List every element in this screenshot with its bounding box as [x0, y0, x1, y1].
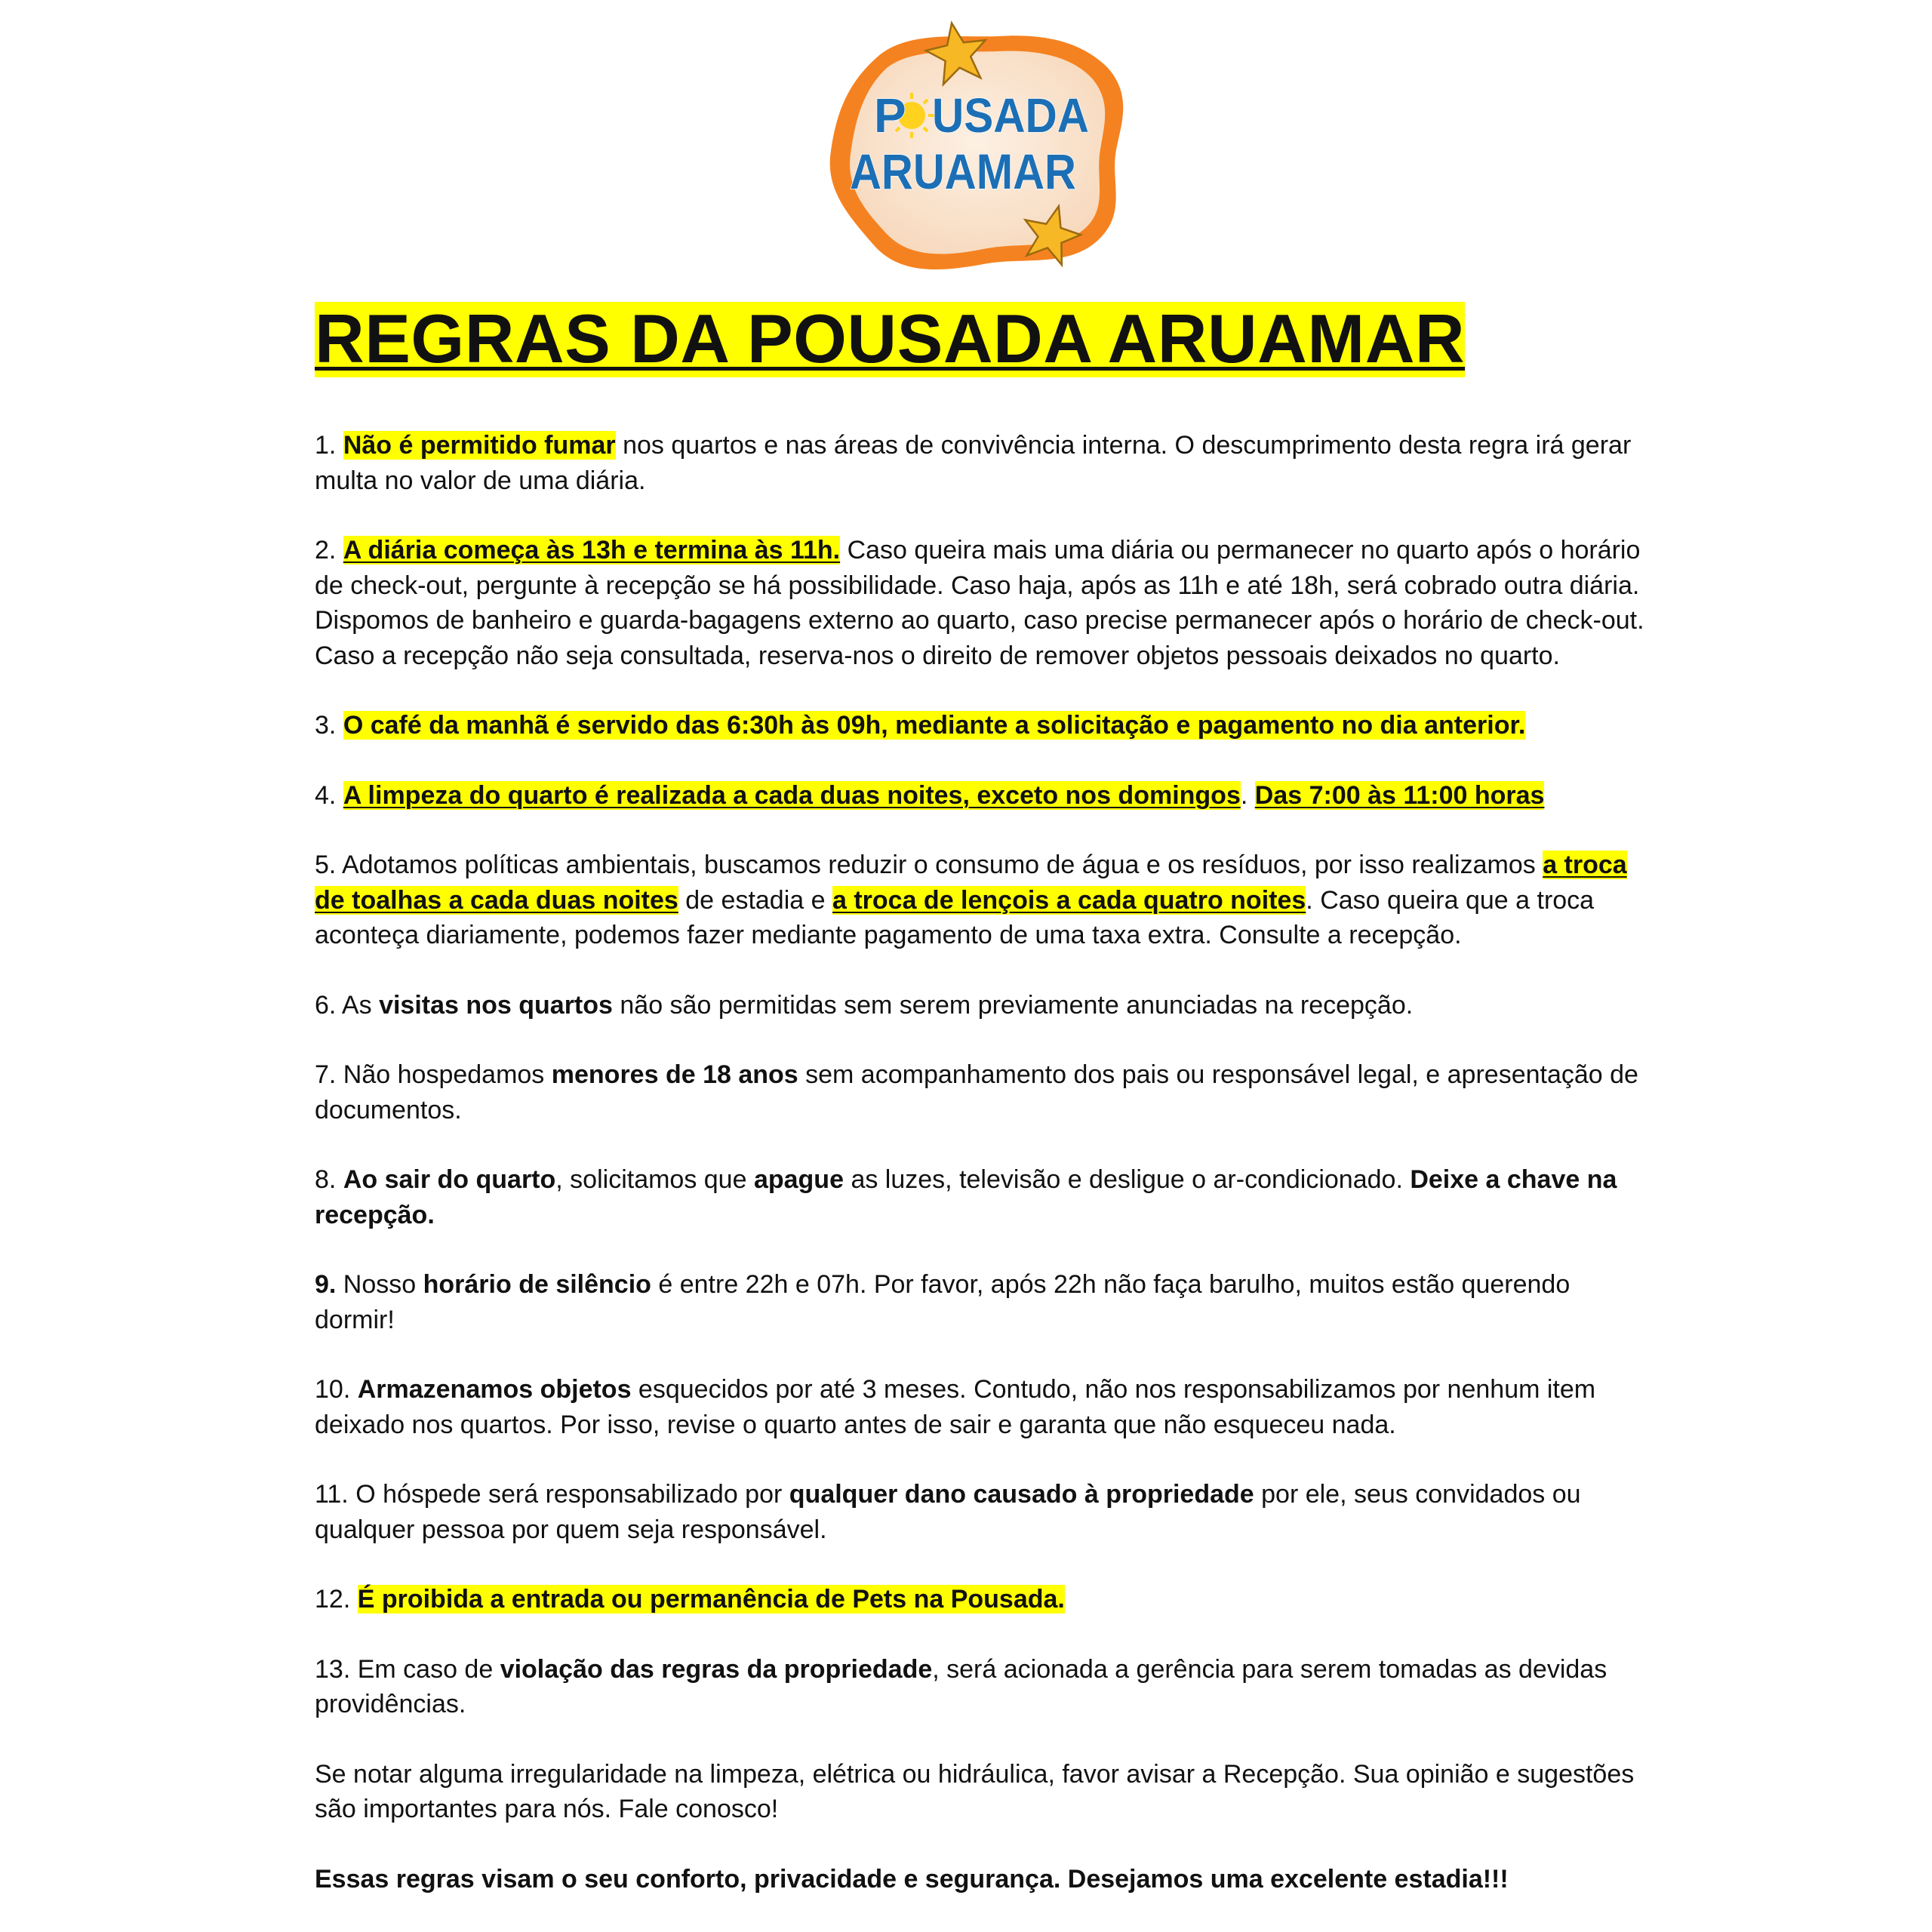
rule-9: 9. Nosso horário de silêncio é entre 22h e 07h. Por favor, após 22h não faça barulho, muitos estão querendo dormir! — [315, 1270, 1571, 1334]
rule-12: 12. É proibida a entrada ou permanência de Pets na Pousada. — [315, 1585, 1065, 1614]
rule-11: 11. O hóspede será responsabilizado por qualquer dano causado à propriedade por ele, seus convidados ou qualquer pessoa por quem seja responsável. — [315, 1480, 1581, 1544]
rule-6: 6. As visitas nos quartos não são permitidas sem serem previamente anunciadas na recepção. — [315, 990, 1414, 1020]
rule-4: 4. A limpeza do quarto é realizada a cada duas noites, exceto nos domingos. Das 7:00 às 11:00 horas — [315, 780, 1545, 810]
rule-13: 13. Em caso de violação das regras da propriedade, será acionada a gerência para serem tomadas as devidas providências. — [315, 1654, 1607, 1718]
closing-message: Essas regras visam o seu conforto, privacidade e segurança. Desejamos uma excelente estadia!!! — [315, 1864, 1509, 1894]
rules-list — [315, 428, 1649, 1931]
rule-highlight: a troca de lençois a cada quatro noites — [832, 885, 1306, 915]
rule-highlight: Das 7:00 às 11:00 horas — [1254, 780, 1545, 810]
logo-text-line1-p: P — [874, 88, 906, 143]
rule-highlight: O café da manhã é servido das 6:30h às 09h, mediante a solicitação e pagamento no dia anterior. — [343, 711, 1526, 740]
feedback-note: Se notar alguma irregularidade na limpeza, elétrica ou hidráulica, favor avisar a Recepção. Sua opinião e sugestões são importantes para nós. Fale conosco! — [315, 1759, 1635, 1823]
rule-highlight: a troca de toalhas a cada duas noites — [315, 851, 1627, 915]
rule-7: 7. Não hospedamos menores de 18 anos sem acompanhamento dos pais ou responsável legal, e apresentação de documentos. — [315, 1060, 1638, 1124]
rule-highlight: A limpeza do quarto é realizada a cada duas noites, exceto nos domingos — [343, 780, 1241, 810]
rule-2: 2. A diária começa às 13h e termina às 11h. Caso queira mais uma diária ou permanecer no quarto após o horário de check-out, pergunte à recepção se há possibilidade. Caso haja, após as 11h e até 18h, será cobrado outra diária. Dispomos de banheiro e guarda-bagagens externo ao quarto, caso precise permanecer após o horário de check-out. Caso a recepção não seja consultada, reserva-nos o direito de remover objetos pessoais deixados no quarto. — [315, 536, 1644, 670]
rule-highlight: É proibida a entrada ou permanência de Pets na Pousada. — [357, 1585, 1065, 1614]
rule-5: 5. Adotamos políticas ambientais, buscamos reduzir o consumo de água e os resíduos, por isso realizamos a troca de toalhas a cada duas noites de estadia e a troca de lençois a cada quatro noites. Caso queira que a troca aconteça diariamente, podemos fazer mediante pagamento de uma taxa extra. Consulte a recepção. — [315, 851, 1627, 949]
pousada-aruamar-logo — [817, 15, 1138, 279]
rule-1: 1. Não é permitido fumar nos quartos e nas áreas de convivência interna. O descumprimento desta regra irá gerar multa no valor de uma diária. — [315, 431, 1632, 495]
rule-3: 3. O café da manhã é servido das 6:30h às 09h, mediante a solicitação e pagamento no dia anterior. — [315, 711, 1526, 740]
rule-highlight: Não é permitido fumar — [343, 431, 616, 460]
rule-8: 8. Ao sair do quarto, solicitamos que apague as luzes, televisão e desligue o ar-condicionado. Deixe a chave na recepção. — [315, 1165, 1617, 1229]
page-title: REGRAS DA POUSADA ARUAMAR — [315, 301, 1466, 377]
logo-text-line2: ARUAMAR — [850, 143, 1076, 199]
logo-text-line1: USADA — [932, 88, 1089, 143]
rule-10: 10. Armazenamos objetos esquecidos por até 3 meses. Contudo, não nos responsabilizamos por nenhum item deixado nos quartos. Por isso, revise o quarto antes de sair e garanta que não esqueceu nada. — [315, 1375, 1596, 1439]
rule-highlight: A diária começa às 13h e termina às 11h. — [343, 536, 841, 565]
